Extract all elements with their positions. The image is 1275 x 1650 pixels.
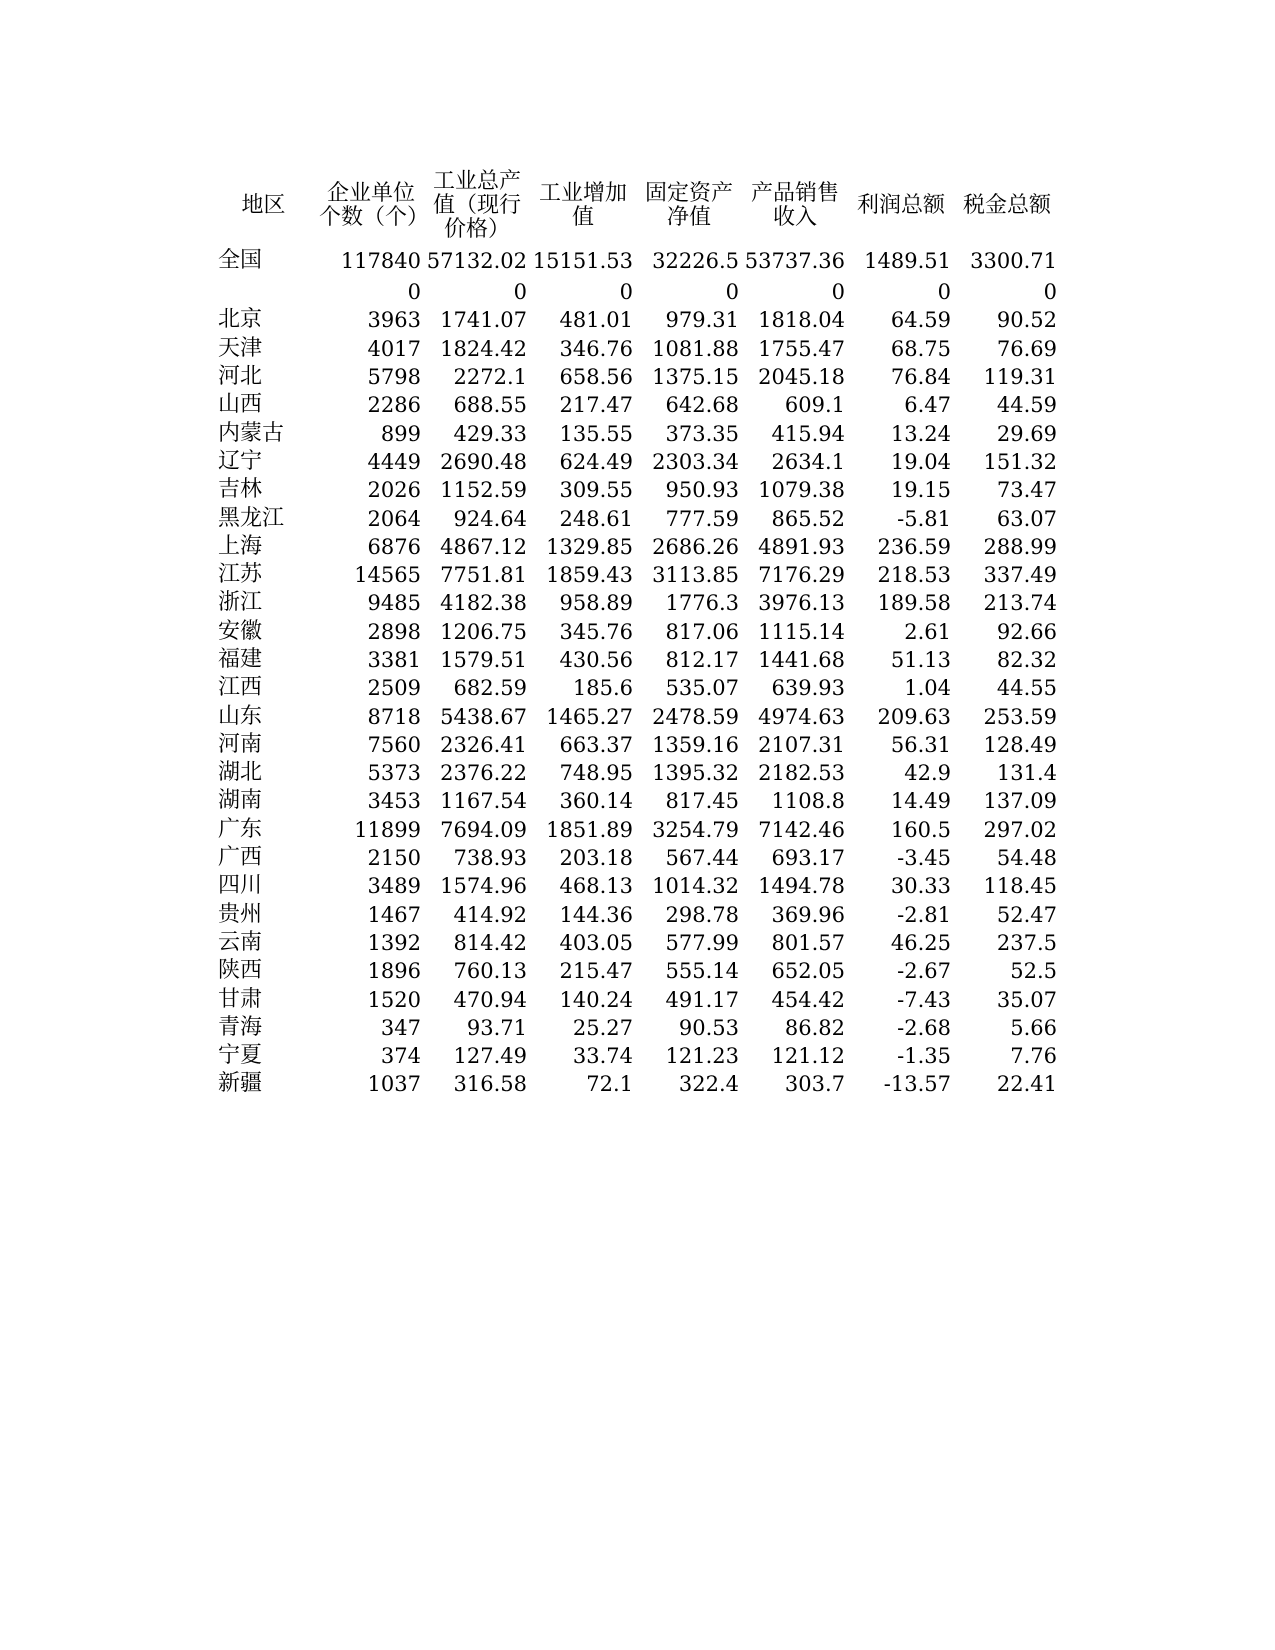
cell-total-tax: 288.99 (983, 534, 1057, 559)
table-row (210, 646, 1060, 674)
header-enterprise-count: 企业单位个数（个） (319, 181, 430, 230)
cell-gross-output: 7751.81 (440, 563, 527, 588)
cell-total-profit: 64.59 (890, 308, 951, 333)
cell-region: 内蒙古 (218, 420, 285, 446)
cell-value-added: 346.76 (559, 336, 633, 361)
cell-gross-output: 1741.07 (440, 308, 527, 333)
table-row (210, 702, 1060, 730)
cell-net-fixed-assets: 2686.26 (652, 534, 739, 559)
cell-net-fixed-assets: 3254.79 (652, 817, 739, 842)
cell-total-profit: -3.45 (897, 846, 951, 871)
cell-sales-revenue: 4974.63 (758, 704, 845, 729)
cell-sales-revenue: 415.94 (771, 421, 845, 446)
cell-total-tax: 44.55 (996, 676, 1057, 701)
cell-total-tax: 3300.71 (970, 249, 1057, 273)
cell-total-profit: 30.33 (890, 874, 951, 899)
cell-gross-output: 682.59 (453, 676, 527, 701)
cell-net-fixed-assets: 1395.32 (652, 761, 739, 786)
cell-total-tax: 237.5 (996, 930, 1057, 955)
cell-sales-revenue: 2634.1 (771, 449, 845, 474)
cell-value-added: 203.18 (559, 846, 633, 871)
header-total-tax: 税金总额 (962, 193, 1051, 218)
cell-value-added: 0 (619, 280, 633, 305)
cell-gross-output: 760.13 (453, 959, 527, 984)
cell-enterprise-count: 1520 (367, 987, 421, 1012)
cell-region: 北京 (218, 307, 263, 333)
table-row (210, 363, 1060, 391)
cell-region: 新疆 (218, 1071, 263, 1097)
cell-gross-output: 814.42 (453, 930, 527, 955)
cell-net-fixed-assets: 555.14 (665, 959, 739, 984)
data-sheet (210, 168, 1060, 1099)
cell-net-fixed-assets: 642.68 (665, 393, 739, 418)
cell-region: 江苏 (218, 562, 263, 588)
cell-total-tax: 92.66 (996, 619, 1057, 644)
cell-sales-revenue: 2107.31 (758, 732, 845, 757)
cell-total-tax: 118.45 (983, 874, 1057, 899)
cell-net-fixed-assets: 90.53 (678, 1015, 739, 1040)
cell-enterprise-count: 2026 (367, 478, 421, 503)
cell-region: 天津 (218, 335, 263, 361)
table-row (210, 419, 1060, 447)
cell-region: 广东 (218, 816, 263, 842)
cell-sales-revenue: 454.42 (771, 987, 845, 1012)
cell-region: 河南 (218, 731, 263, 757)
cell-total-profit: 189.58 (877, 591, 951, 616)
header-gross-output: 工业总产值（现行价格） (432, 169, 521, 242)
cell-region: 广西 (218, 845, 263, 871)
cell-total-tax: 82.32 (996, 648, 1057, 672)
table-row (210, 589, 1060, 617)
cell-gross-output: 1574.96 (440, 874, 527, 899)
cell-total-profit: -13.57 (883, 1072, 951, 1097)
cell-sales-revenue: 1079.38 (758, 478, 845, 503)
cell-sales-revenue: 1494.78 (758, 874, 845, 899)
cell-total-tax: 52.5 (1010, 959, 1057, 984)
cell-value-added: 1851.89 (546, 817, 633, 842)
cell-sales-revenue: 1115.14 (758, 619, 845, 644)
cell-total-tax: 213.74 (983, 591, 1057, 616)
cell-sales-revenue: 7176.29 (758, 563, 845, 588)
cell-sales-revenue: 639.93 (771, 676, 845, 701)
cell-enterprise-count: 6876 (367, 534, 421, 559)
cell-value-added: 309.55 (559, 478, 633, 503)
table-row (210, 391, 1060, 419)
cell-sales-revenue: 693.17 (771, 846, 845, 871)
cell-value-added: 403.05 (559, 930, 633, 955)
cell-net-fixed-assets: 577.99 (665, 930, 739, 955)
cell-enterprise-count: 3453 (367, 789, 421, 814)
cell-gross-output: 688.55 (453, 393, 527, 418)
cell-gross-output: 1824.42 (440, 336, 527, 361)
table-row (210, 278, 1060, 306)
cell-total-tax: 131.4 (996, 761, 1057, 786)
cell-total-tax: 90.52 (996, 308, 1057, 333)
cell-total-profit: 56.31 (890, 732, 951, 757)
cell-value-added: 345.76 (559, 619, 633, 644)
cell-value-added: 748.95 (559, 761, 633, 786)
cell-total-tax: 297.02 (983, 817, 1057, 842)
header-value-added: 工业增加值 (538, 181, 627, 230)
cell-total-profit: -1.35 (897, 1044, 951, 1069)
cell-gross-output: 738.93 (453, 846, 527, 871)
cell-region: 陕西 (218, 958, 263, 984)
cell-total-profit: 236.59 (877, 534, 951, 559)
cell-gross-output: 2326.41 (440, 732, 527, 757)
cell-net-fixed-assets: 0 (725, 280, 739, 305)
industry-statistics-table (210, 168, 1060, 1099)
cell-total-tax: 63.07 (996, 506, 1057, 531)
table-row (210, 957, 1060, 985)
cell-region: 安徽 (218, 618, 263, 644)
cell-enterprise-count: 2509 (367, 676, 421, 701)
cell-enterprise-count: 4449 (367, 449, 421, 474)
cell-region: 山东 (218, 703, 263, 729)
cell-value-added: 624.49 (559, 449, 633, 474)
cell-net-fixed-assets: 2478.59 (652, 704, 739, 729)
cell-net-fixed-assets: 2303.34 (652, 449, 739, 474)
cell-enterprise-count: 2064 (367, 506, 421, 531)
cell-value-added: 135.55 (559, 421, 633, 446)
cell-value-added: 958.89 (559, 591, 633, 616)
table-row (210, 476, 1060, 504)
cell-gross-output: 2272.1 (453, 365, 527, 390)
cell-enterprise-count: 5798 (367, 365, 421, 390)
cell-sales-revenue: 53737.36 (744, 249, 845, 273)
cell-total-profit: 14.49 (890, 789, 951, 814)
cell-enterprise-count: 5373 (367, 761, 421, 786)
cell-gross-output: 93.71 (466, 1015, 527, 1040)
cell-total-profit: 13.24 (890, 421, 951, 446)
cell-sales-revenue: 1441.68 (758, 648, 845, 672)
cell-total-profit: 19.04 (890, 449, 951, 474)
cell-sales-revenue: 1818.04 (758, 308, 845, 333)
table-row (210, 901, 1060, 929)
table-row (210, 985, 1060, 1013)
cell-sales-revenue: 2045.18 (758, 365, 845, 390)
cell-gross-output: 4867.12 (440, 534, 527, 559)
cell-sales-revenue: 86.82 (784, 1015, 845, 1040)
cell-total-tax: 73.47 (996, 478, 1057, 503)
table-row (210, 1014, 1060, 1042)
cell-value-added: 1465.27 (546, 704, 633, 729)
cell-value-added: 1859.43 (546, 563, 633, 588)
cell-enterprise-count: 374 (380, 1044, 421, 1069)
table-row (210, 872, 1060, 900)
cell-enterprise-count: 899 (380, 421, 421, 446)
cell-total-tax: 29.69 (996, 421, 1057, 446)
cell-net-fixed-assets: 979.31 (665, 308, 739, 333)
cell-value-added: 215.47 (559, 959, 633, 984)
header-net-fixed-assets: 固定资产净值 (644, 181, 733, 230)
cell-net-fixed-assets: 777.59 (665, 506, 739, 531)
cell-total-profit: 0 (937, 280, 951, 305)
cell-total-tax: 119.31 (983, 365, 1057, 390)
cell-region: 河北 (218, 364, 263, 390)
cell-enterprise-count: 8718 (367, 704, 421, 729)
cell-net-fixed-assets: 567.44 (665, 846, 739, 871)
cell-sales-revenue: 7142.46 (758, 817, 845, 842)
cell-sales-revenue: 652.05 (771, 959, 845, 984)
cell-region: 福建 (218, 647, 263, 672)
table-row (210, 674, 1060, 702)
cell-gross-output: 316.58 (453, 1072, 527, 1097)
cell-gross-output: 1579.51 (440, 648, 527, 672)
cell-enterprise-count: 1392 (367, 930, 421, 955)
cell-gross-output: 470.94 (453, 987, 527, 1012)
cell-net-fixed-assets: 817.45 (665, 789, 739, 814)
cell-sales-revenue: 121.12 (771, 1044, 845, 1069)
cell-net-fixed-assets: 1014.32 (652, 874, 739, 899)
cell-region: 四川 (218, 873, 263, 899)
cell-enterprise-count: 347 (380, 1015, 421, 1040)
cell-region: 宁夏 (218, 1043, 263, 1069)
cell-enterprise-count: 2286 (367, 393, 421, 418)
cell-value-added: 25.27 (572, 1015, 633, 1040)
table-row (210, 787, 1060, 815)
cell-total-profit: 68.75 (890, 336, 951, 361)
cell-region: 浙江 (218, 590, 263, 616)
cell-net-fixed-assets: 121.23 (665, 1044, 739, 1069)
cell-total-profit: 1489.51 (864, 249, 951, 273)
cell-sales-revenue: 1108.8 (771, 789, 845, 814)
cell-net-fixed-assets: 950.93 (665, 478, 739, 503)
cell-net-fixed-assets: 535.07 (665, 676, 739, 701)
cell-net-fixed-assets: 3113.85 (652, 563, 739, 588)
cell-gross-output: 414.92 (453, 902, 527, 927)
cell-enterprise-count: 14565 (354, 563, 421, 588)
cell-value-added: 360.14 (559, 789, 633, 814)
table-row (210, 561, 1060, 589)
cell-sales-revenue: 369.96 (771, 902, 845, 927)
table-row (210, 816, 1060, 844)
table-row (210, 1042, 1060, 1070)
cell-value-added: 468.13 (559, 874, 633, 899)
table-row (210, 244, 1060, 278)
cell-gross-output: 127.49 (453, 1044, 527, 1069)
cell-region: 江西 (218, 675, 263, 701)
cell-value-added: 140.24 (559, 987, 633, 1012)
cell-region: 黑龙江 (218, 505, 285, 531)
cell-value-added: 15151.53 (532, 249, 633, 273)
cell-enterprise-count: 3489 (367, 874, 421, 899)
table-row (210, 618, 1060, 646)
cell-sales-revenue: 4891.93 (758, 534, 845, 559)
cell-enterprise-count: 3381 (367, 648, 421, 672)
cell-enterprise-count: 2898 (367, 619, 421, 644)
header-sales-revenue: 产品销售收入 (750, 181, 839, 230)
cell-total-tax: 253.59 (983, 704, 1057, 729)
cell-total-profit: 76.84 (890, 365, 951, 390)
cell-enterprise-count: 2150 (367, 846, 421, 871)
cell-total-tax: 35.07 (996, 987, 1057, 1012)
cell-sales-revenue: 865.52 (771, 506, 845, 531)
cell-region: 辽宁 (218, 448, 263, 474)
cell-net-fixed-assets: 373.35 (665, 421, 739, 446)
cell-enterprise-count: 1896 (367, 959, 421, 984)
cell-net-fixed-assets: 1776.3 (665, 591, 739, 616)
cell-sales-revenue: 303.7 (784, 1072, 845, 1097)
cell-gross-output: 1152.59 (440, 478, 527, 503)
cell-sales-revenue: 609.1 (784, 393, 845, 418)
cell-enterprise-count: 4017 (367, 336, 421, 361)
cell-sales-revenue: 1755.47 (758, 336, 845, 361)
table-row (210, 448, 1060, 476)
cell-region: 上海 (218, 533, 263, 559)
cell-gross-output: 2690.48 (440, 449, 527, 474)
table-row (210, 1070, 1060, 1098)
cell-enterprise-count: 7560 (367, 732, 421, 757)
cell-gross-output: 7694.09 (440, 817, 527, 842)
cell-gross-output: 5438.67 (440, 704, 527, 729)
header-total-profit: 利润总额 (856, 193, 945, 218)
cell-total-tax: 151.32 (983, 449, 1057, 474)
cell-gross-output: 57132.02 (426, 249, 527, 273)
cell-gross-output: 4182.38 (440, 591, 527, 616)
header-row (210, 168, 1060, 244)
cell-sales-revenue: 0 (831, 280, 845, 305)
cell-net-fixed-assets: 298.78 (665, 902, 739, 927)
table-row (210, 504, 1060, 532)
cell-total-profit: 218.53 (877, 563, 951, 588)
cell-total-tax: 137.09 (983, 789, 1057, 814)
cell-total-profit: -2.81 (897, 902, 951, 927)
cell-gross-output: 2376.22 (440, 761, 527, 786)
cell-total-profit: 51.13 (890, 648, 951, 672)
table-row (210, 844, 1060, 872)
cell-value-added: 217.47 (559, 393, 633, 418)
cell-value-added: 248.61 (559, 506, 633, 531)
header-region: 地区 (241, 193, 286, 218)
cell-net-fixed-assets: 1081.88 (652, 336, 739, 361)
cell-value-added: 185.6 (572, 676, 633, 701)
cell-total-tax: 22.41 (996, 1072, 1057, 1097)
cell-total-profit: 19.15 (890, 478, 951, 503)
cell-value-added: 430.56 (559, 648, 633, 672)
cell-net-fixed-assets: 817.06 (665, 619, 739, 644)
cell-total-tax: 7.76 (1010, 1044, 1057, 1069)
cell-value-added: 663.37 (559, 732, 633, 757)
cell-sales-revenue: 3976.13 (758, 591, 845, 616)
cell-region: 贵州 (218, 901, 263, 927)
cell-total-profit: -2.67 (897, 959, 951, 984)
cell-region: 山西 (218, 392, 263, 418)
cell-total-profit: 160.5 (890, 817, 951, 842)
cell-gross-output: 429.33 (453, 421, 527, 446)
cell-enterprise-count: 3963 (367, 308, 421, 333)
cell-gross-output: 1206.75 (440, 619, 527, 644)
cell-total-tax: 76.69 (996, 336, 1057, 361)
cell-enterprise-count: 1467 (367, 902, 421, 927)
cell-value-added: 1329.85 (546, 534, 633, 559)
cell-total-profit: 42.9 (904, 761, 951, 786)
table-row (210, 759, 1060, 787)
cell-total-profit: -2.68 (897, 1015, 951, 1040)
cell-sales-revenue: 2182.53 (758, 761, 845, 786)
cell-total-profit: 46.25 (890, 930, 951, 955)
cell-gross-output: 0 (513, 280, 527, 305)
cell-total-tax: 44.59 (996, 393, 1057, 418)
cell-value-added: 658.56 (559, 365, 633, 390)
table-body (210, 244, 1060, 1099)
cell-net-fixed-assets: 32226.5 (652, 249, 739, 273)
cell-net-fixed-assets: 1359.16 (652, 732, 739, 757)
cell-region: 甘肃 (218, 986, 263, 1012)
cell-net-fixed-assets: 491.17 (665, 987, 739, 1012)
table-row (210, 533, 1060, 561)
cell-region: 湖南 (218, 788, 263, 814)
cell-total-profit: -7.43 (897, 987, 951, 1012)
cell-total-tax: 54.48 (996, 846, 1057, 871)
cell-value-added: 72.1 (586, 1072, 633, 1097)
cell-total-tax: 5.66 (1010, 1015, 1057, 1040)
table-row (210, 731, 1060, 759)
table-row (210, 929, 1060, 957)
cell-total-tax: 52.47 (996, 902, 1057, 927)
cell-region: 青海 (218, 1014, 263, 1040)
cell-total-tax: 0 (1043, 280, 1057, 305)
cell-region: 全国 (218, 248, 263, 273)
table-row (210, 335, 1060, 363)
cell-region: 吉林 (218, 477, 263, 503)
cell-enterprise-count: 117840 (340, 249, 421, 273)
cell-total-profit: 2.61 (904, 619, 951, 644)
table-row (210, 306, 1060, 334)
cell-total-tax: 128.49 (983, 732, 1057, 757)
cell-net-fixed-assets: 1375.15 (652, 365, 739, 390)
cell-net-fixed-assets: 322.4 (678, 1072, 739, 1097)
cell-gross-output: 1167.54 (440, 789, 527, 814)
cell-region (210, 278, 318, 306)
cell-region: 云南 (218, 929, 263, 955)
cell-enterprise-count: 11899 (354, 817, 421, 842)
cell-total-profit: 6.47 (904, 393, 951, 418)
cell-region: 湖北 (218, 760, 263, 786)
cell-value-added: 144.36 (559, 902, 633, 927)
cell-enterprise-count: 9485 (367, 591, 421, 616)
cell-total-profit: 1.04 (904, 676, 951, 701)
cell-value-added: 481.01 (559, 308, 633, 333)
cell-total-tax: 337.49 (983, 563, 1057, 588)
cell-net-fixed-assets: 812.17 (665, 648, 739, 672)
cell-enterprise-count: 1037 (367, 1072, 421, 1097)
cell-sales-revenue: 801.57 (771, 930, 845, 955)
cell-total-profit: 209.63 (877, 704, 951, 729)
cell-gross-output: 924.64 (453, 506, 527, 531)
cell-enterprise-count: 0 (407, 280, 421, 305)
cell-total-profit: -5.81 (897, 506, 951, 531)
cell-value-added: 33.74 (572, 1044, 633, 1069)
